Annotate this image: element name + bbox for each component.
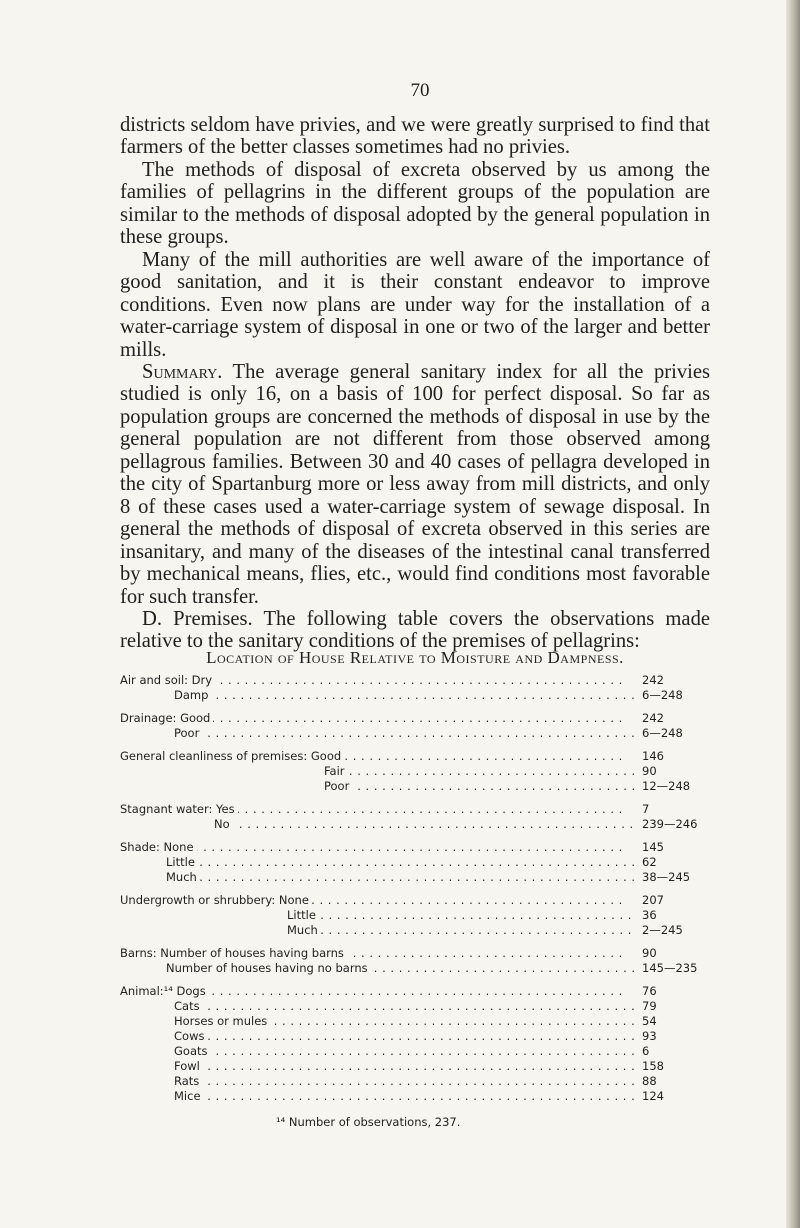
footnote: ¹⁴ Number of observations, 237.: [276, 1115, 461, 1129]
row-value: 93: [642, 1029, 657, 1043]
table-title: Location of House Relative to Moisture and Dampness.: [206, 648, 624, 667]
table-row: [0, 1029, 800, 1044]
row-label: [120, 802, 637, 817]
row-label-text: Cats: [174, 999, 203, 1013]
row-label: [120, 673, 637, 688]
row-label-text: Barns: Number of houses having barns: [120, 946, 347, 960]
table-row: [0, 688, 800, 703]
row-value: 12—248: [642, 779, 691, 793]
table-row: [0, 840, 800, 855]
row-label-text: Poor: [324, 779, 352, 793]
row-value: 54: [642, 1014, 657, 1028]
table-row: [0, 999, 800, 1014]
page-number: 70: [410, 80, 430, 101]
row-label: [166, 961, 637, 976]
table-row: [0, 961, 800, 976]
row-label: [287, 908, 637, 923]
row-label: [166, 870, 637, 885]
table-row: [0, 749, 800, 764]
premises-table: [0, 673, 800, 1104]
row-value: 158: [642, 1059, 664, 1073]
row-value: 90: [642, 946, 657, 960]
row-label-text: Stagnant water: Yes: [120, 802, 238, 816]
premises-text: The following table covers the observations made relative to the sanitary conditions of the premises of pellagrins:: [120, 607, 711, 653]
table-row: [0, 764, 800, 779]
row-label: [120, 946, 637, 961]
table-row: [0, 1074, 800, 1089]
row-label-text: General cleanliness of premises: Good: [120, 749, 344, 763]
row-label: [174, 726, 637, 741]
paragraph-2: The methods of disposal of excreta observed by us among the families of pellagrins in the different groups of the population are similar to the methods of disposal adopted by the general population in these groups.: [120, 158, 710, 249]
premises-heading: D. Premises.: [142, 607, 253, 630]
row-label: [287, 923, 637, 938]
paragraph-1: districts seldom have privies, and we were greatly surprised to find that farmers of the better classes sometimes had no privies.: [120, 114, 710, 159]
row-value: 146: [642, 749, 664, 763]
row-label-text: Drainage: Good: [120, 711, 213, 725]
row-label-text: Air and soil: Dry: [120, 673, 215, 687]
row-value: 6—248: [642, 688, 683, 702]
row-label-text: Cows: [174, 1029, 207, 1043]
table-row: [0, 908, 800, 923]
row-label: [166, 855, 637, 870]
row-label-text: Much: [166, 870, 200, 884]
row-label: [120, 749, 637, 764]
table-row: [0, 893, 800, 908]
row-value: 76: [642, 984, 657, 998]
row-label-text: No: [214, 817, 233, 831]
row-label: [174, 688, 637, 703]
paragraph-3: Many of the mill authorities are well aware of the importance of good sanitation, and it is their constant endeavor to improve conditions. Even now plans are under way for the installation of a water-carriage system of disposal in one or two of the larger and better mills.: [120, 248, 710, 361]
row-value: 7: [642, 802, 650, 816]
table-row: [0, 1044, 800, 1059]
row-label: [120, 984, 637, 999]
row-label: [174, 1074, 637, 1089]
row-label-text: Mice: [174, 1089, 204, 1103]
row-value: 90: [642, 764, 657, 778]
table-row: [0, 1089, 800, 1104]
row-value: 79: [642, 999, 657, 1013]
row-value: 88: [642, 1074, 657, 1088]
table-row: [0, 984, 800, 999]
row-value: 145—235: [642, 961, 698, 975]
row-label-text: Shade: None: [120, 840, 197, 854]
row-label-text: Damp: [174, 688, 211, 702]
row-label: [174, 1044, 637, 1059]
summary-heading: Summary.: [142, 360, 223, 383]
row-label-text: Much: [287, 923, 321, 937]
row-label-text: Fair: [324, 764, 348, 778]
table-row: [0, 855, 800, 870]
table-row: [0, 779, 800, 794]
row-value: 207: [642, 893, 664, 907]
row-label-text: Poor: [174, 726, 202, 740]
row-value: 242: [642, 673, 664, 687]
table-row: [0, 946, 800, 961]
premises-paragraph: [120, 608, 710, 653]
row-label: [120, 711, 637, 726]
row-label: [324, 779, 637, 794]
table-row: [0, 726, 800, 741]
body-text: [120, 114, 710, 653]
table-row: [0, 870, 800, 885]
row-value: 239—246: [642, 817, 698, 831]
row-label-text: Little: [166, 855, 198, 869]
row-label-text: Goats: [174, 1044, 211, 1058]
row-label: [174, 1089, 637, 1104]
row-label-text: Rats: [174, 1074, 202, 1088]
row-value: 124: [642, 1089, 664, 1103]
row-value: 36: [642, 908, 657, 922]
table-row: [0, 673, 800, 688]
row-label: [120, 893, 637, 908]
row-label-text: Undergrowth or shrubbery: None: [120, 893, 312, 907]
table-row: [0, 1014, 800, 1029]
row-label: [174, 999, 637, 1014]
row-value: 38—245: [642, 870, 691, 884]
row-label: [174, 1059, 637, 1074]
row-label: [174, 1014, 637, 1029]
row-label-text: Horses or mules: [174, 1014, 270, 1028]
row-value: 62: [642, 855, 657, 869]
row-value: 2—245: [642, 923, 683, 937]
table-row: [0, 817, 800, 832]
row-value: 6—248: [642, 726, 683, 740]
row-label: [324, 764, 637, 779]
row-label-text: Little: [287, 908, 319, 922]
row-label-text: Number of houses having no barns: [166, 961, 371, 975]
table-row: [0, 1059, 800, 1074]
row-value: 6: [642, 1044, 650, 1058]
summary-text: The average general sanitary index for all the privies studied is only 16, on a basis of 100 for perfect disposal. So far as population groups are concerned the methods of disposal in use by the general population are not different from those observed among pellagrous families. Between 30 and 40 cases of pellagra developed in the city of Spartanburg more or less away from mill districts, and only 8 of these cases used a water-carriage system of sewage disposal. In general the methods of disposal of excreta observed in this series are insanitary, and many of the diseases of the intestinal canal transferred by mechanical means, flies, etc., would find conditions most favorable for such transfer.: [120, 360, 710, 608]
summary-paragraph: [120, 361, 710, 608]
row-label-text: Animal:¹⁴ Dogs: [120, 984, 209, 998]
table-row: [0, 923, 800, 938]
row-label: [174, 1029, 637, 1044]
row-value: 145: [642, 840, 664, 854]
row-label: [214, 817, 637, 832]
table-row: [0, 802, 800, 817]
row-label: [120, 840, 637, 855]
row-value: 242: [642, 711, 664, 725]
table-row: [0, 711, 800, 726]
row-label-text: Fowl: [174, 1059, 203, 1073]
